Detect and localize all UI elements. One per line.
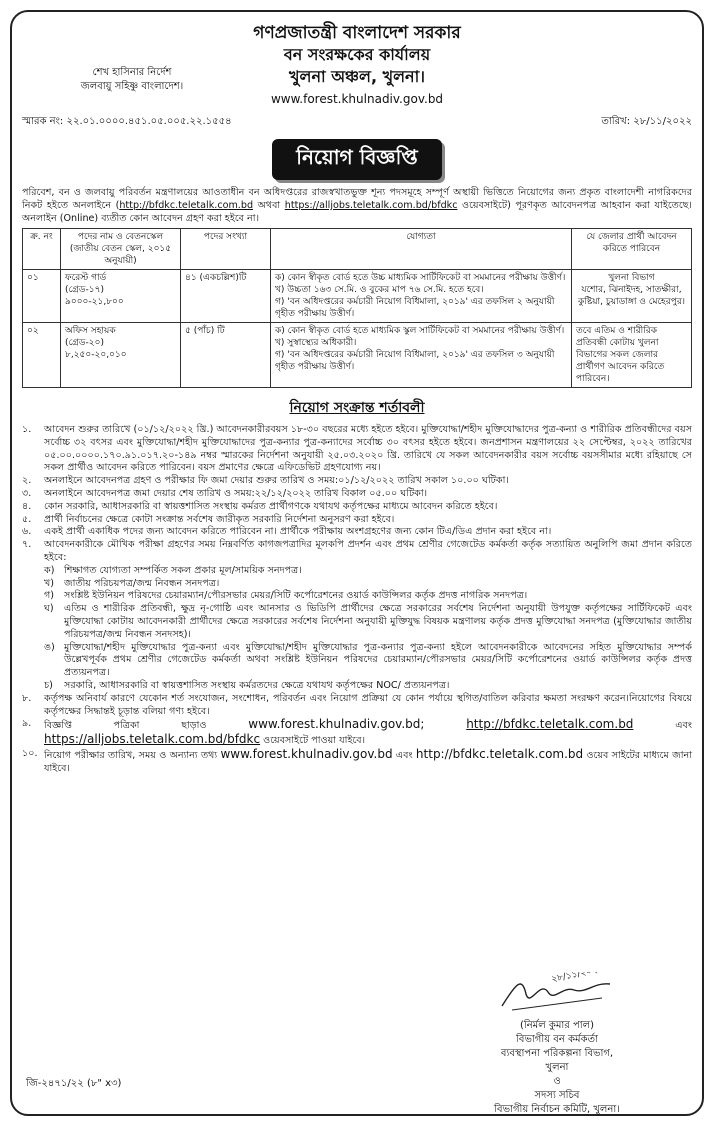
document-letter: ঘ)	[44, 603, 54, 615]
document-item	[44, 590, 692, 603]
district-division: খুলনা বিভাগ	[608, 273, 655, 283]
signature-block	[472, 972, 642, 1117]
signatory-name: (নির্মল কুমার পাল)	[519, 1020, 595, 1031]
condition-text: নিয়োগ পরীক্ষার তারিখ, সময় ও অন্যান্য তথ্য	[44, 749, 221, 761]
motto-line-2: জলবায়ু সহিষ্ণু বাংলাদেশ।	[80, 81, 184, 92]
region-name: খুলনা অঞ্চল, খুলনা।	[289, 67, 425, 86]
condition-text: কর্তৃপক্ষ অনিবার্য কারণে যেকোন শর্ত সংযোজন, সংশোধন, পরিবর্তন এবং নিয়োগ প্রক্রিয়া যে কোন পর্যায়ে স্থগিত/বাতিল করিবার ক্ষমতা সংরক্ষণ করেন।নিয়োগের বিষয়ে কর্তৃপক্ষের সিদ্ধান্তই চূড়ান্ত বলিয়া গণ্য হইবে।	[44, 692, 692, 717]
condition-text: একই প্রার্থী একাধিক পদের জন্য আবেদন করিতে পারিবেন না। প্রার্থীকে পরীক্ষায় অংশগ্রহণের জন্য কোন টিএ/ডিএ প্রদান করা হইবে না।	[44, 526, 552, 538]
motto-line-1: শেখ হাসিনার নির্দেশ	[92, 67, 172, 78]
row-sl: ০১	[23, 270, 61, 323]
row-post	[61, 270, 181, 323]
signatory-title-4: ও	[553, 1076, 561, 1087]
post-pay: ৮,২৫০-২০,০১০	[65, 350, 127, 360]
signature-icon	[482, 972, 632, 1014]
intro-link-bfdkc[interactable]: http://bfdkc.teletalk.com.bd	[119, 200, 254, 211]
govt-name: গণপ্রজাতন্ত্রী বাংলাদেশ সরকার	[253, 23, 461, 43]
condition-number: ৯.	[22, 718, 32, 730]
intro-text-2: অথবা	[253, 200, 285, 211]
condition-text: অনলাইনে আবেদনপত্র গ্রহণ ও পরীক্ষার ফি জমা দেয়ার শুরুর তারিখ ও সময়:০১/১২/২০২২ তারিখ সকাল ১০.০০ ঘটিকা।	[44, 475, 509, 487]
header-website: www.forest.khulnadiv.gov.bd	[270, 92, 444, 106]
intro-text-1: পরিবেশ, বন ও জলবায়ু পরিবর্তন মন্ত্রণালয়ের আওতাধীন বন অধিদপ্তরের রাজস্বখাতভুক্ত শূন্য পদসমূহে সম্পূর্ণ অস্থায়ী ভিত্তিতে নিয়োগের জন্য প্রকৃত বাংলাদেশী নাগরিকদের নিকট হইতে অনলাইনে (	[22, 187, 692, 211]
post-grade: (গ্রেড-২০)	[65, 338, 104, 348]
qual-b: খ) উচ্চতা ১৬৩ সে.মি. ও বুকের মাপ ৭৬ সে.মি. হতে হবে।	[275, 285, 484, 295]
condition-number: ২.	[22, 475, 32, 487]
post-grade: (গ্রেড-১৭)	[65, 285, 104, 295]
qual-c: গ) 'বন অধিদপ্তরের কর্মচারী নিয়োগ বিধিমালা, ২০১৯' এর তফসিল ৩ অনুযায়ী গৃহীত পরীক্ষায় উত্তীর্ণ।	[275, 350, 555, 372]
condition-item	[22, 488, 692, 501]
row-post	[61, 323, 181, 388]
website-link[interactable]: www.forest.khulnadiv.gov.bd	[220, 746, 393, 761]
row-qualification	[271, 270, 572, 323]
document-text: শিক্ষাগত যোগ্যতা সম্পর্কিত সকল প্রকার মূল/সাময়িক সনদপত্র।	[64, 564, 302, 576]
signatory-title-6: বিভাগীয় নির্বাচন কমিটি, খুলনা।	[494, 1104, 620, 1115]
table-row	[23, 270, 692, 323]
bfdkc-link[interactable]: http://bfdkc.teletalk.com.bd	[415, 746, 584, 761]
condition-text-block	[44, 539, 692, 693]
conditions-list	[22, 424, 692, 776]
district-list: যশোর, ঝিনাইদহ, সাতক্ষীরা, কুষ্টিয়া, চুয়াডাঙ্গা ও মেহেরপুর।	[577, 285, 686, 307]
condition-item	[22, 748, 692, 776]
document-item	[44, 603, 692, 641]
document-letter: খ)	[44, 577, 55, 589]
row-district	[572, 323, 692, 388]
qual-a: ক) কোন স্বীকৃত বোর্ড হতে মাধ্যমিক স্কুল সার্টিফিকেট বা সমমানের পরীক্ষায় উত্তীর্ণ।	[275, 326, 565, 336]
document-letter: ক)	[44, 564, 55, 576]
qual-b: খ) সুস্বাস্থ্যের অধিকারী।	[275, 338, 357, 348]
condition-number: ১.	[22, 424, 32, 435]
condition-text: আবেদনকারীকে মৌখিক পরীক্ষা গ্রহণের সময় নিম্নবর্ণিত কাগজপত্রাদির মূলকপি প্রদর্শন এবং প্রথম শ্রেণীর গেজেটেড কর্মকর্তা কর্তৃক সত্যায়িত অনুলিপি জমা প্রদান করিতে হইবে:	[44, 539, 692, 563]
signatory-title-1: বিভাগীয় বন কর্মকর্তা	[516, 1034, 598, 1045]
post-name: অফিস সহায়ক	[65, 326, 116, 336]
condition-text: বিজ্ঞপ্তি পত্রিকা ছাড়াও	[44, 720, 249, 732]
conditions-title: নিয়োগ সংক্রান্ত শর্তাবলী	[289, 400, 425, 416]
condition-item	[22, 424, 692, 475]
document-text: জাতীয় পরিচয়পত্র/জন্ম নিবন্ধন সনদপত্র।	[64, 577, 220, 589]
document-text: সরকারি, আধাসরকারি বা স্বায়ত্তশাসিত সংস্থায় কর্মরতদের ক্ষেত্রে যথাযথ কর্তৃপক্ষের NOC/ প্রত্যয়নপত্র।	[64, 679, 450, 691]
row-qualification	[271, 323, 572, 388]
notice-title: নিয়োগ বিজ্ঞপ্তি	[272, 139, 442, 180]
header-district: যে জেলার প্রার্থী আবেদন করিতে পারিবেন	[572, 229, 692, 270]
document-text: সংশ্লিষ্ট ইউনিয়ন পরিষদের চেয়ারম্যান/পৌরসভার মেয়র/সিটি কর্পোরেশনের ওয়ার্ড কাউন্সিলর কর্তৃক প্রদত্ত নাগরিক সনদপত্র।	[64, 590, 528, 602]
document-letter: গ)	[44, 590, 55, 602]
condition-number: ৩.	[22, 487, 32, 499]
condition-text-block	[44, 718, 692, 748]
condition-text: কোন সরকারি, আধাসরকারি বা স্বায়ত্তশাসিত সংস্থায় কর্মরত প্রার্থীগণকে যথাযথ কর্তৃপক্ষের মাধ্যমে আবেদন করিতে হইবে।	[44, 500, 498, 512]
signatory-title-3: খুলনা	[545, 1062, 569, 1073]
condition-text: এবং	[392, 749, 416, 761]
condition-number: ১০.	[22, 747, 38, 759]
condition-text: অনলাইনে আবেদনপত্র জমা দেয়ার শেষ তারিখ ও সময়:২২/১২/২০২২ তারিখ বিকাল ০৫.০০ ঘটিকা।	[44, 487, 428, 499]
signature-date: ২৮/১১/২০২২	[550, 972, 605, 985]
condition-text-block	[44, 748, 692, 776]
condition-text: ওয়েবসাইটে পাওয়া যাইবে।	[260, 735, 366, 747]
condition-text: আবেদন শুরুর তারিখে (০১/১২/২০২২ খ্রি.) আবেদনকারীরবয়স ১৮-৩০ বছরের মধ্যে হইতে হইবে। মুক্তিযোদ্ধা/শহীদ মুক্তিযোদ্ধাদের পুত্র-কন্যা ও শারীরিক প্রতিবন্ধীদের বয়স সর্বোচ্চ ৩২ বৎসর এবং মুক্তিযোদ্ধা/শহীদ মুক্তিযোদ্ধাদের পুত্র-কন্যার পুত্র-কন্যাদের সর্বোচ্চ ৩০ বৎসর হইতে হইবে। জনপ্রশাসন মন্ত্রণালয়ের ২২ সেপ্টেম্বর, ২০২২ তারিখের ০৫.০০.০০০০.১৭০.৯১.০১৭.২০-১৪৯ নম্বর স্মারকের নির্দেশনা অনুযায়ী ২৫.০৩.২০২০ খ্রি. তারিখে যে সকল আবেদনকারীর বয়স সর্বোচ্চ বয়সসীমার মধ্যে রহিয়াছে সে সকল প্রার্থীও আবেদন করিতে পারিবেন। বয়স প্রমাণের ক্ষেত্রে এফিডেভিট গ্রহণযোগ্য নয়।	[44, 424, 692, 474]
table-row	[23, 323, 692, 388]
qual-c: গ) 'বন অধিদপ্তরের কর্মচারী নিয়োগ বিধিমালা, ২০১৯' এর তফসিল ২ অনুযায়ী গৃহীত পরীক্ষায় উত্তীর্ণ।	[275, 297, 555, 319]
memo-date: তারিখ: ২৮/১১/২০২২	[601, 116, 692, 127]
district-quota-note: তবে এতিম ও শারীরিক প্রতিবন্ধী কোটায় খুলনা বিভাগের সকল জেলার প্রার্থীগণ আবেদন করিতে পারিবেন।	[576, 326, 665, 384]
row-count: ৫ (পাঁচ) টি	[181, 323, 271, 388]
condition-number: ৭.	[22, 539, 32, 551]
header-post: পদের নাম ও বেতনস্কেল (জাতীয় বেতন স্কেল, ২০১৫ অনুযায়ী)	[61, 229, 181, 270]
qual-a: ক) কোন স্বীকৃত বোর্ড হতে উচ্চ মাধ্যমিক সার্টিফিকেট বা সমমানের পরীক্ষায় উত্তীর্ণ।	[275, 273, 566, 283]
condition-item	[22, 718, 692, 748]
document-item	[44, 565, 692, 578]
document-item	[44, 578, 692, 591]
condition-item	[22, 693, 692, 719]
header-sl: ক্র. নং	[23, 229, 61, 270]
bfdkc-link[interactable]: http://bfdkc.teletalk.com.bd	[466, 717, 634, 732]
website-link[interactable]: www.forest.khulnadiv.gov.bd;	[248, 717, 425, 732]
post-pay: ৯০০০-২১,৮০০	[65, 297, 124, 307]
document-item	[44, 642, 692, 680]
notice-page	[10, 10, 704, 1116]
document-letter: ঙ)	[44, 641, 55, 653]
condition-item	[22, 475, 692, 488]
intro-link-alljobs[interactable]: https://alljobs.teletalk.com.bd/bfdkc	[284, 200, 458, 211]
condition-number: ৪.	[22, 500, 32, 512]
condition-item	[22, 514, 692, 527]
condition-text: এবং	[633, 720, 692, 732]
alljobs-link[interactable]: https://alljobs.teletalk.com.bd/bfdkc	[44, 732, 261, 747]
intro-text-3: ওয়েবসাইটে) পূরণকৃত আবেদনপত্র আহবান করা যাইতেছে। অনলাইন (Online) ব্যতীত কোন আবেদন গ্রহণ করা হইবে না।	[22, 200, 692, 224]
intro-paragraph	[22, 186, 692, 225]
document-text: এতিম ও শারীরিক প্রতিবন্ধী, ক্ষুদ্র নৃ-গোষ্ঠি এবং আনসার ও ভিডিপি প্রার্থীদের ক্ষেত্রে সরকারের সর্বশেষ নির্দেশনা অনুযায়ী উপযুক্ত কর্তৃপক্ষের সার্টিফিকেট এবং মুক্তিযোদ্ধা কোটায় আবেদনকারী প্রার্থীদের ক্ষেত্রে সরকারের সর্বশেষ নির্দেশনা অনুযায়ী মুক্তিযুদ্ধ বিষয়ক মন্ত্রণালয় কর্তৃক প্রদত্ত মুক্তিযোদ্ধা সনদপত্র (মুক্তিযোদ্ধার জাতীয় পরিচয়পত্র/জন্ম নিবন্ধন সনদসহ)।	[64, 603, 692, 640]
document-letter: চ)	[44, 679, 53, 691]
row-district	[572, 270, 692, 323]
row-sl: ০২	[23, 323, 61, 388]
condition-item	[22, 526, 692, 539]
document-text: মুক্তিযোদ্ধা/শহীদ মুক্তিযোদ্ধার পুত্র-কন্যা এবং মুক্তিযোদ্ধা/শহীদ মুক্তিযোদ্ধার পুত্র-কন্যার পুত্র-কন্যা হইলে আবেদনকারীকে আবেদনের সহিত মুক্তিযোদ্ধার সম্পর্ক উল্লেখপূর্বক প্রথম শ্রেণীর গেজেটেড কর্মকর্তা অথবা সংশ্লিষ্ট ইউনিয়ন পরিষদের চেয়ারম্যান/পৌরসভার মেয়র/সিটি কর্পোরেশনের ওয়ার্ড কাউন্সিলর কর্তৃক প্রদত্ত প্রত্যয়নপত্র।	[64, 641, 692, 679]
condition-item	[22, 539, 692, 693]
post-name: ফরেস্ট গার্ড	[65, 273, 107, 283]
condition-number: ৬.	[22, 526, 32, 538]
office-name: বন সংরক্ষকের কার্যালয়	[283, 45, 431, 64]
header-qualification: যোগ্যতা	[271, 229, 572, 270]
memo-number: স্মারক নং: ২২.০১.০০০০.৪৫১.০৫.০০৫.২২.১৫৫৪	[22, 116, 232, 127]
motto	[52, 66, 212, 94]
condition-number: ৫.	[22, 513, 32, 525]
header-count: পদের সংখ্যা	[181, 229, 271, 270]
print-code: জি-২৪৭১/২২ (৮" x৩)	[26, 1078, 122, 1089]
document-item	[44, 680, 692, 693]
condition-text: ওয়েব সাইটের মাধ্যমে জানা যাইবে।	[44, 749, 692, 774]
condition-item	[22, 501, 692, 514]
signatory-title-5: সদস্য সচিব	[534, 1090, 580, 1101]
condition-number: ৮.	[22, 692, 32, 704]
condition-text: প্রার্থী নির্বাচনের ক্ষেত্রে কোটা সংক্রান্ত সর্বশেষ জারীকৃত সরকারি নির্দেশনা অনুসরণ করা হইবে।	[44, 513, 395, 525]
posts-table	[22, 228, 692, 388]
table-header-row	[23, 229, 692, 270]
row-count: ৪১ (একচল্লিশ)টি	[181, 270, 271, 323]
letterhead	[22, 22, 692, 108]
reference-row	[22, 114, 692, 131]
signatory-title-2: ব্যবস্থাপনা পরিকল্পনা বিভাগ,	[500, 1048, 614, 1059]
